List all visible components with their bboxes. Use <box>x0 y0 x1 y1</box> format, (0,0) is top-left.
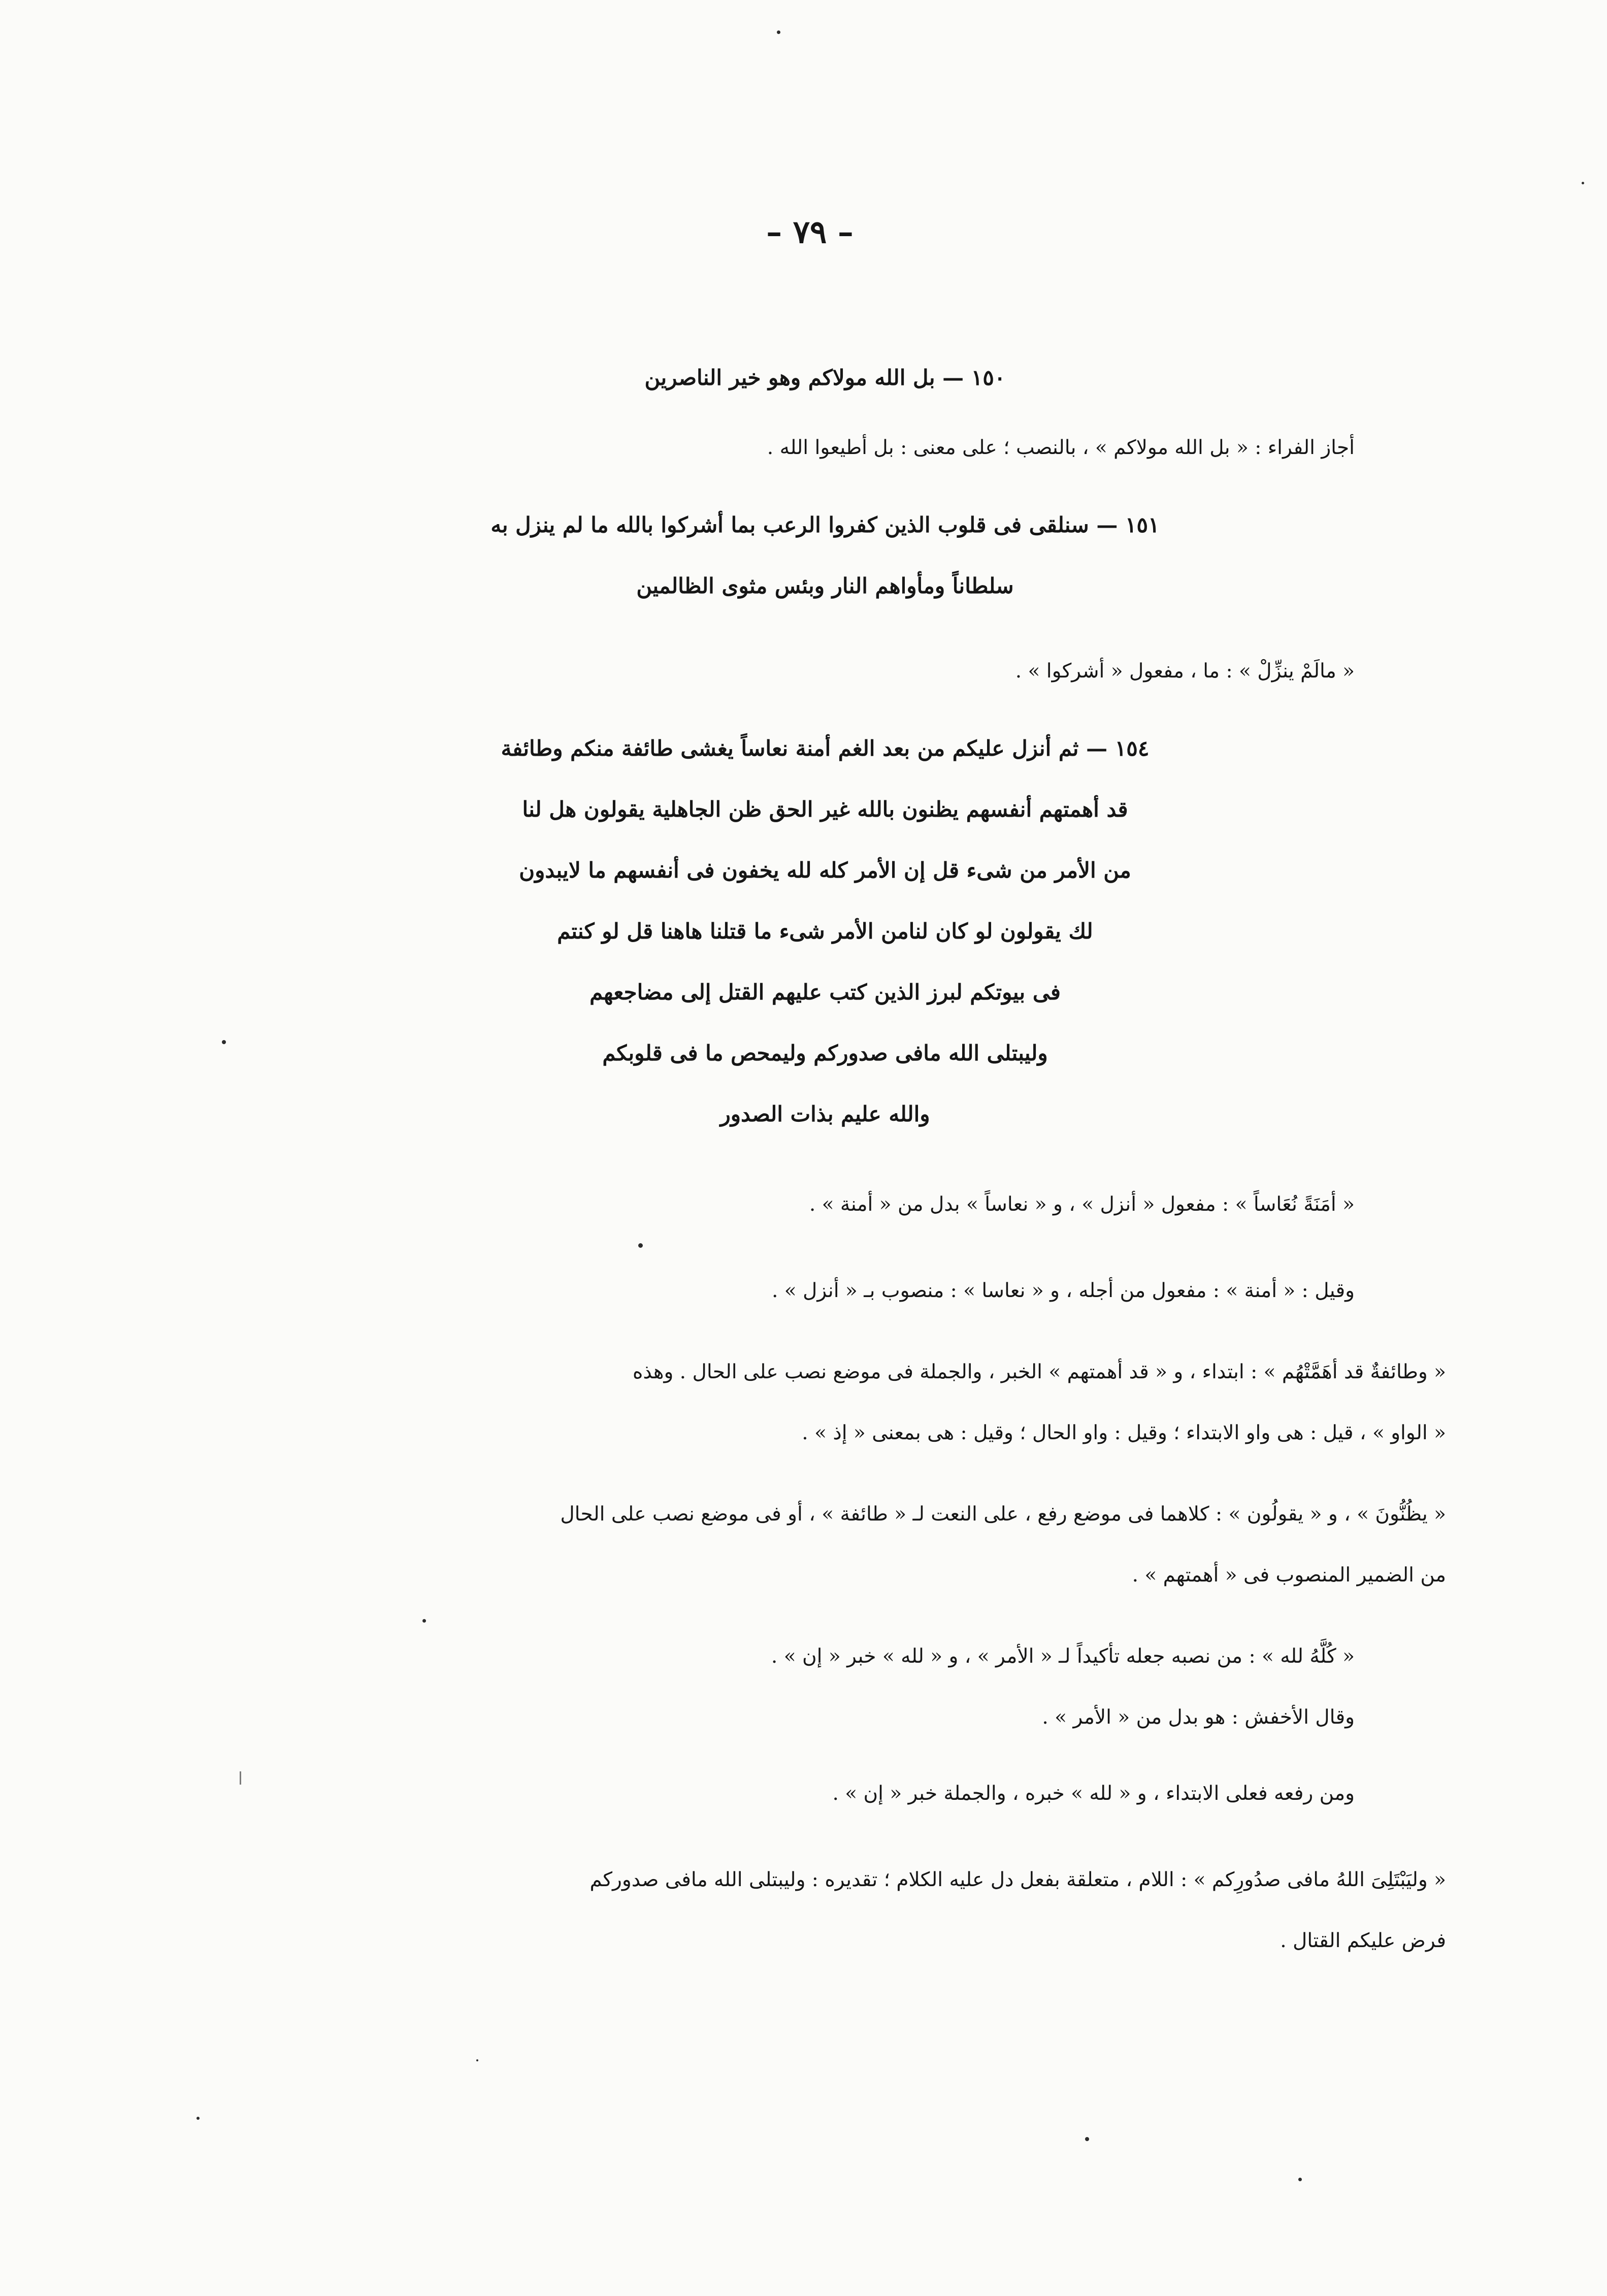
verse-154-line-1: ١٥٤ — ثم أنزل عليكم من بعد الغم أمنة نعاساً يغشى طائفة منكم وطائفة <box>501 736 1150 761</box>
scan-mark <box>240 1771 241 1785</box>
note-rafa-line-1: ومن رفعه فعلى الابتداء ، و « لله » خبره ، والجملة خبر « إن » . <box>832 1782 1355 1805</box>
verse-151-line-1: ١٥١ — سنلقى فى قلوب الذين كفروا الرعب بما أشركوا بالله ما لم ينزل به <box>490 512 1160 537</box>
scan-speck <box>777 30 780 34</box>
note-yazunnun-line-1: « يظُنُّونَ » ، و « يقولُون » : كلاهما فى موضع رفع ، على النعت لـ « طائفة » ، أو فى موضع نصب على الحال <box>560 1503 1446 1526</box>
verse-154-line-7: والله عليم بذات الصدور <box>720 1102 930 1126</box>
verse-154-line-6: وليبتلى الله مافى صدوركم وليمحص ما فى قلوبكم <box>602 1041 1048 1065</box>
note-yazunnun-line-2: من الضمير المنصوب فى « أهمتهم » . <box>1132 1564 1446 1587</box>
verse-154-line-2: قد أهمتهم أنفسهم يظنون بالله غير الحق ظن الجاهلية يقولون هل لنا <box>522 797 1128 822</box>
scan-speck <box>476 2059 478 2061</box>
note-taifa-line-1: « وطائفةٌ قد أهَمَّتْهُم » : ابتداء ، و « قد أهمتهم » الخبر ، والجملة فى موضع نصب على الحال . وهذه <box>632 1361 1446 1383</box>
scan-speck <box>1085 2137 1089 2141</box>
verse-150-line-1: ١٥٠ — بل الله مولاكم وهو خير الناصرين <box>644 365 1006 390</box>
verse-154-line-5: فى بيوتكم لبرز الذين كتب عليهم القتل إلى مضاجعهم <box>589 980 1061 1005</box>
page-number: – ٧٩ – <box>766 213 854 250</box>
note-151-line-1: « مالَمْ ينزِّلْ » : ما ، مفعول « أشركوا » . <box>1015 660 1355 683</box>
scan-speck <box>422 1619 426 1623</box>
note-kullahu-line-2: وقال الأخفش : هو بدل من « الأمر » . <box>1042 1706 1355 1729</box>
note-qila-line-1: وقيل : « أمنة » : مفعول من أجله ، و « نعاسا » : منصوب بـ « أنزل » . <box>771 1279 1355 1302</box>
note-liyabtaliya-line-1: « وليَبْتَلِىَ اللهُ مافى صدُورِكم » : اللام ، متعلقة بفعل دل عليه الكلام ؛ تقديره : وليبتلى الله مافى صدوركم <box>589 1868 1446 1891</box>
scan-speck <box>1298 2178 1302 2181</box>
note-kullahu-line-1: « كُلَّهُ لله » : من نصبه جعله تأكيداً لـ « الأمر » ، و « لله » خبر « إن » . <box>771 1645 1355 1668</box>
note-taifa-line-2: « الواو » ، قيل : هى واو الابتداء ؛ وقيل : واو الحال ؛ وقيل : هى بمعنى « إذ » . <box>802 1421 1446 1444</box>
verse-154-line-4: لك يقولون لو كان لنامن الأمر شىء ما قتلنا هاهنا قل لو كنتم <box>557 919 1093 944</box>
scan-speck <box>638 1243 643 1248</box>
scan-speck <box>196 2117 200 2120</box>
scan-speck <box>1582 182 1584 184</box>
note-amana-line-1: « أمَنَةً نُعَاساً » : مفعول « أنزل » ، و « نعاساً » بدل من « أمنة » . <box>809 1193 1355 1216</box>
scan-speck <box>222 1040 226 1044</box>
note-150-line-1: أجاز الفراء : « بل الله مولاكم » ، بالنصب ؛ على معنى : بل أطيعوا الله . <box>767 436 1355 459</box>
note-liyabtaliya-line-2: فرض عليكم القتال . <box>1280 1929 1446 1952</box>
verse-154-line-3: من الأمر من شىء قل إن الأمر كله لله يخفون فى أنفسهم ما لايبدون <box>519 858 1131 883</box>
verse-151-line-2: سلطاناً ومأواهم النار وبئس مثوى الظالمين <box>636 573 1014 598</box>
